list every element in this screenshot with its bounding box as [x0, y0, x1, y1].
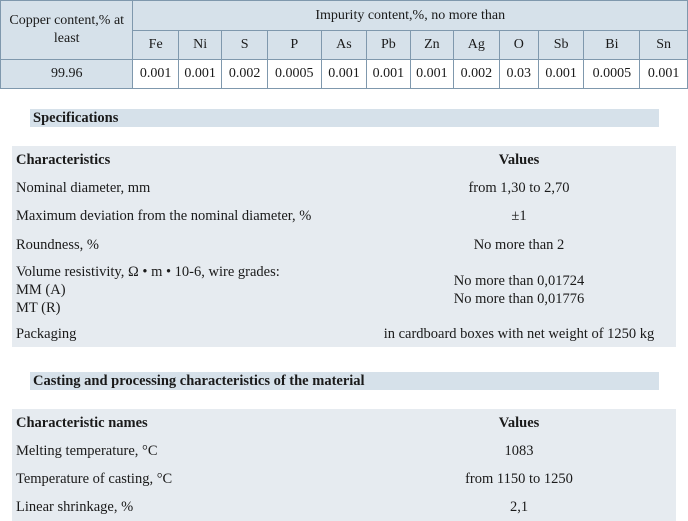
grade-mm-label: MM (A) [16, 282, 66, 298]
element-header: Sn [640, 31, 688, 60]
table-row [12, 174, 676, 202]
impurity-value: 0.001 [321, 60, 367, 89]
characteristic-name: Packaging [16, 325, 77, 342]
characteristic-name [12, 259, 362, 321]
impurity-value: 0.001 [133, 60, 179, 89]
characteristic-value: No more than 2 [473, 236, 565, 253]
element-header: As [321, 31, 367, 60]
element-header: Zn [410, 31, 453, 60]
impurity-value: 0.001 [367, 60, 410, 89]
grade-mm-value: No more than 0,01724 [453, 273, 585, 289]
grade-mt-value: No more than 0,01776 [453, 291, 585, 307]
element-header: Sb [538, 31, 584, 60]
values-header: Values [498, 151, 540, 168]
characteristic-name: Nominal diameter, mm [16, 179, 151, 196]
table-row [12, 465, 676, 493]
table-row [12, 437, 676, 465]
characteristic-name: Melting temperature, °C [16, 442, 158, 459]
casting-table [12, 409, 676, 521]
element-header: Pb [367, 31, 410, 60]
element-header: Bi [584, 31, 640, 60]
element-header: Ni [178, 31, 221, 60]
specifications-table [12, 146, 676, 347]
impurity-value: 0.001 [640, 60, 688, 89]
copper-value: 99.96 [1, 60, 133, 89]
characteristic-names-header: Characteristic names [16, 414, 148, 431]
impurity-value: 0.002 [222, 60, 268, 89]
characteristic-value: 1083 [504, 442, 534, 459]
element-header: P [267, 31, 321, 60]
impurity-value: 0.0005 [267, 60, 321, 89]
resistivity-label: Volume resistivity, Ω • m • 10-6, wire grades: [16, 264, 280, 280]
table-row [12, 259, 676, 321]
element-header: Fe [133, 31, 179, 60]
impurity-value: 0.001 [538, 60, 584, 89]
impurity-value: 0.0005 [584, 60, 640, 89]
characteristic-name: Maximum deviation from the nominal diameter, % [16, 208, 312, 224]
element-header: O [499, 31, 538, 60]
characteristics-header: Characteristics [16, 151, 111, 168]
characteristic-value: ±1 [511, 208, 527, 224]
table-row [12, 202, 676, 231]
characteristic-value: in cardboard boxes with net weight of 1250 kg [383, 325, 655, 342]
composition-table [0, 0, 688, 89]
characteristic-value [362, 259, 676, 321]
impurity-value: 0.001 [410, 60, 453, 89]
impurity-value: 0.001 [178, 60, 221, 89]
grade-mt-label: MT (R) [16, 300, 61, 316]
impurity-value: 0.03 [499, 60, 538, 89]
table-header-row [12, 409, 676, 437]
characteristic-name: Roundness, % [16, 236, 99, 253]
impurity-value: 0.002 [454, 60, 500, 89]
copper-content-header: Copper content,% at least [1, 1, 133, 60]
characteristic-value: from 1150 to 1250 [465, 470, 573, 487]
specifications-title: Specifications [30, 109, 659, 127]
element-header: S [222, 31, 268, 60]
element-header: Ag [454, 31, 500, 60]
characteristic-name: Linear shrinkage, % [16, 498, 134, 515]
table-header-row [12, 146, 676, 174]
characteristic-value: 2,1 [509, 498, 529, 515]
characteristic-name: Temperature of casting, °C [16, 470, 173, 487]
characteristic-value: from 1,30 to 2,70 [468, 179, 570, 196]
impurity-content-header: Impurity content,%, no more than [133, 1, 688, 31]
table-row [12, 321, 676, 347]
table-row [12, 231, 676, 259]
values-header: Values [498, 414, 540, 431]
casting-title: Casting and processing characteristics of the material [30, 372, 659, 390]
table-row [12, 493, 676, 521]
